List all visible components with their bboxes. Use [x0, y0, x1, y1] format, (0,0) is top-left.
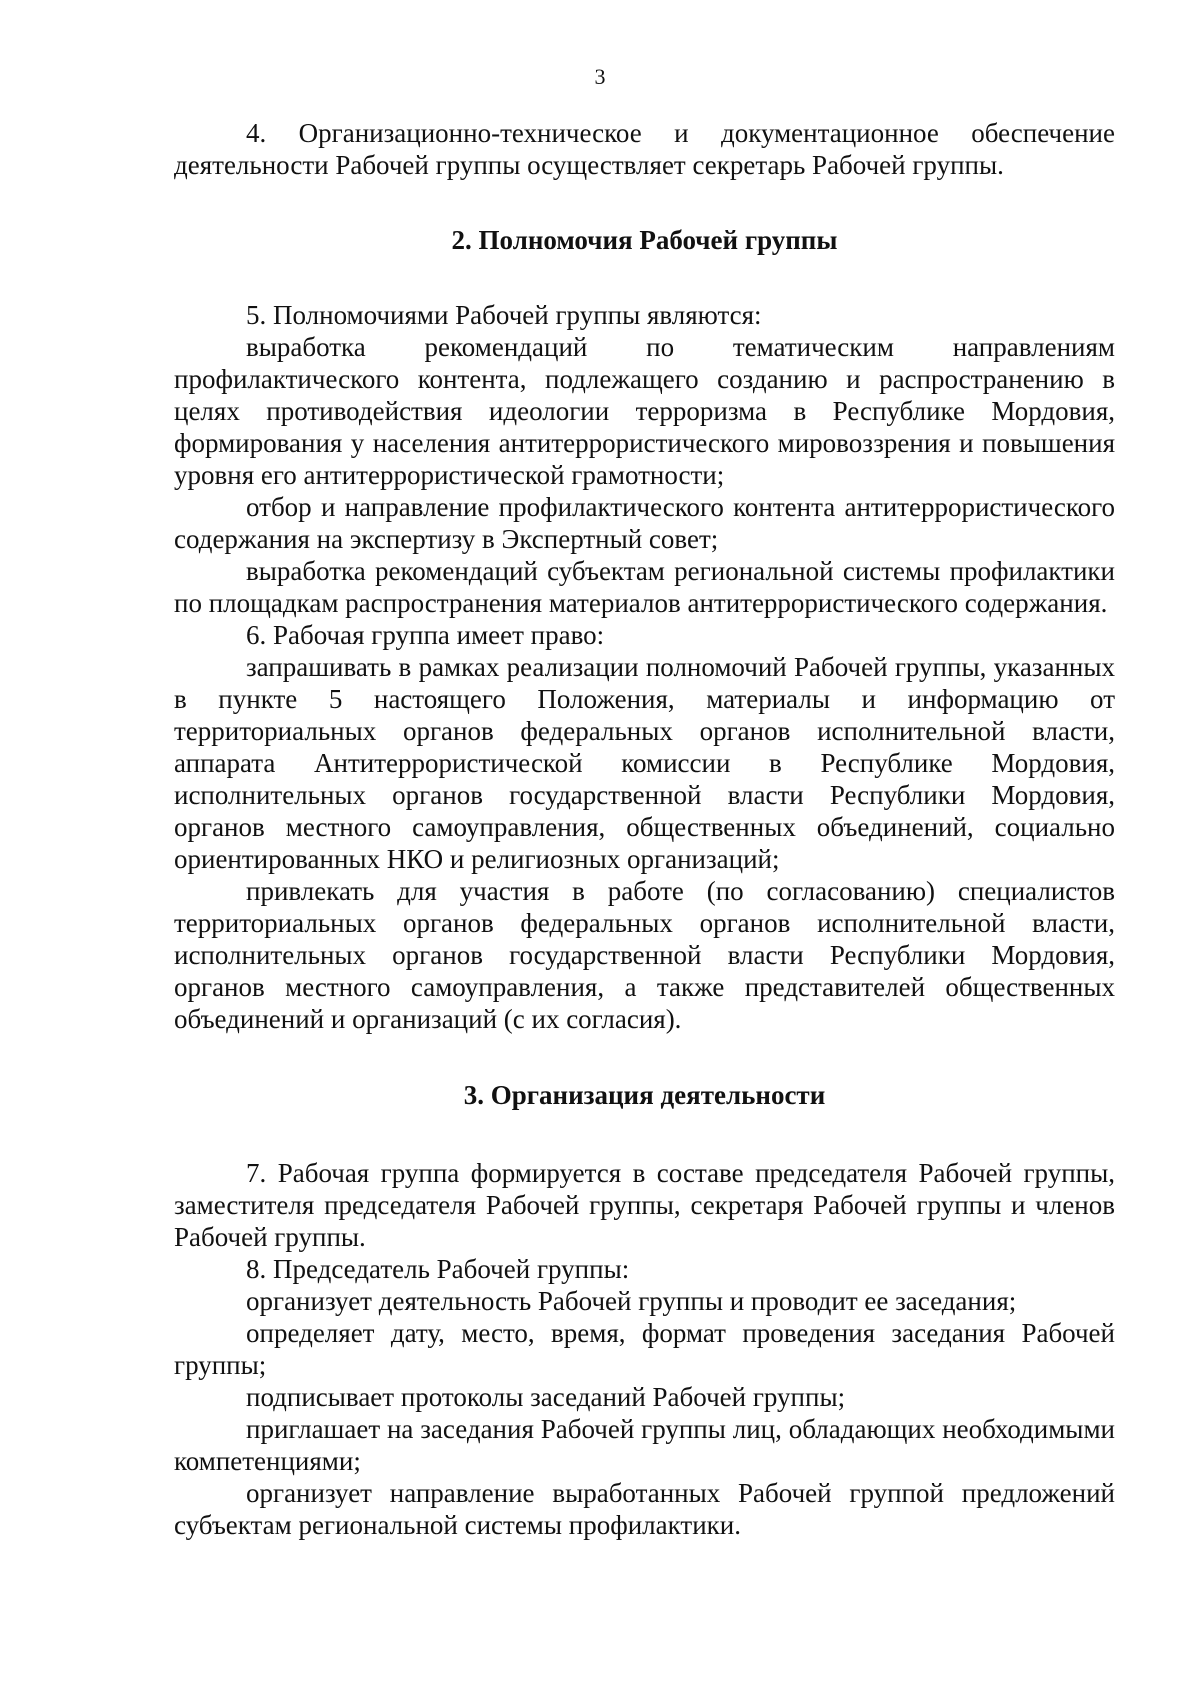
paragraph: определяет дату, место, время, формат проведения заседания Рабочей группы;: [174, 1318, 1115, 1380]
paragraph: 7. Рабочая группа формируется в составе председателя Рабочей группы, заместителя председателя Рабочей группы, секретаря Рабочей группы и членов Рабочей группы.: [174, 1158, 1115, 1252]
page-number: 3: [594, 64, 606, 89]
document-body: [174, 117, 1115, 1541]
paragraph: привлекать для участия в работе (по согласованию) специалистов территориальных органов федеральных органов исполнительной власти, исполнительных органов государственной власти Республики Мордовия, органов местного самоуправления, а также представителей общественных объединений и организаций (с их согласия).: [174, 876, 1115, 1034]
section-heading: 2. Полномочия Рабочей группы: [451, 225, 838, 255]
paragraph: запрашивать в рамках реализации полномочий Рабочей группы, указанных в пункте 5 настоящего Положения, материалы и информацию от территориальных органов федеральных органов исполнительной власти, аппарата Антитеррористической комиссии в Республике Мордовия, исполнительных органов государственной власти Республики Мордовия, органов местного самоуправления, общественных объединений, социально ориентированных НКО и религиозных организаций;: [174, 652, 1115, 874]
paragraph: 4. Организационно-техническое и документационное обеспечение деятельности Рабочей группы осуществляет секретарь Рабочей группы.: [174, 118, 1115, 180]
paragraph: выработка рекомендаций по тематическим направлениям профилактического контента, подлежащего созданию и распространению в целях противодействия идеологии терроризма в Республике Мордовия, формирования у населения антитеррористического мировоззрения и повышения уровня его антитеррористической грамотности;: [174, 332, 1115, 490]
section-heading: 3. Организация деятельности: [463, 1080, 826, 1110]
paragraph: организует направление выработанных Рабочей группой предложений субъектам региональной системы профилактики.: [174, 1478, 1115, 1540]
paragraph: отбор и направление профилактического контента антитеррористического содержания на экспертизу в Экспертный совет;: [174, 492, 1115, 554]
paragraph: приглашает на заседания Рабочей группы лиц, обладающих необходимыми компетенциями;: [174, 1414, 1115, 1476]
paragraph: выработка рекомендаций субъектам региональной системы профилактики по площадкам распространения материалов антитеррористического содержания.: [174, 556, 1115, 618]
paragraph: 6. Рабочая группа имеет право:: [246, 620, 605, 650]
paragraph: 8. Председатель Рабочей группы:: [246, 1254, 630, 1284]
paragraph: организует деятельность Рабочей группы и проводит ее заседания;: [246, 1286, 1017, 1316]
paragraph: 5. Полномочиями Рабочей группы являются:: [246, 300, 762, 330]
paragraph: подписывает протоколы заседаний Рабочей группы;: [246, 1382, 846, 1412]
